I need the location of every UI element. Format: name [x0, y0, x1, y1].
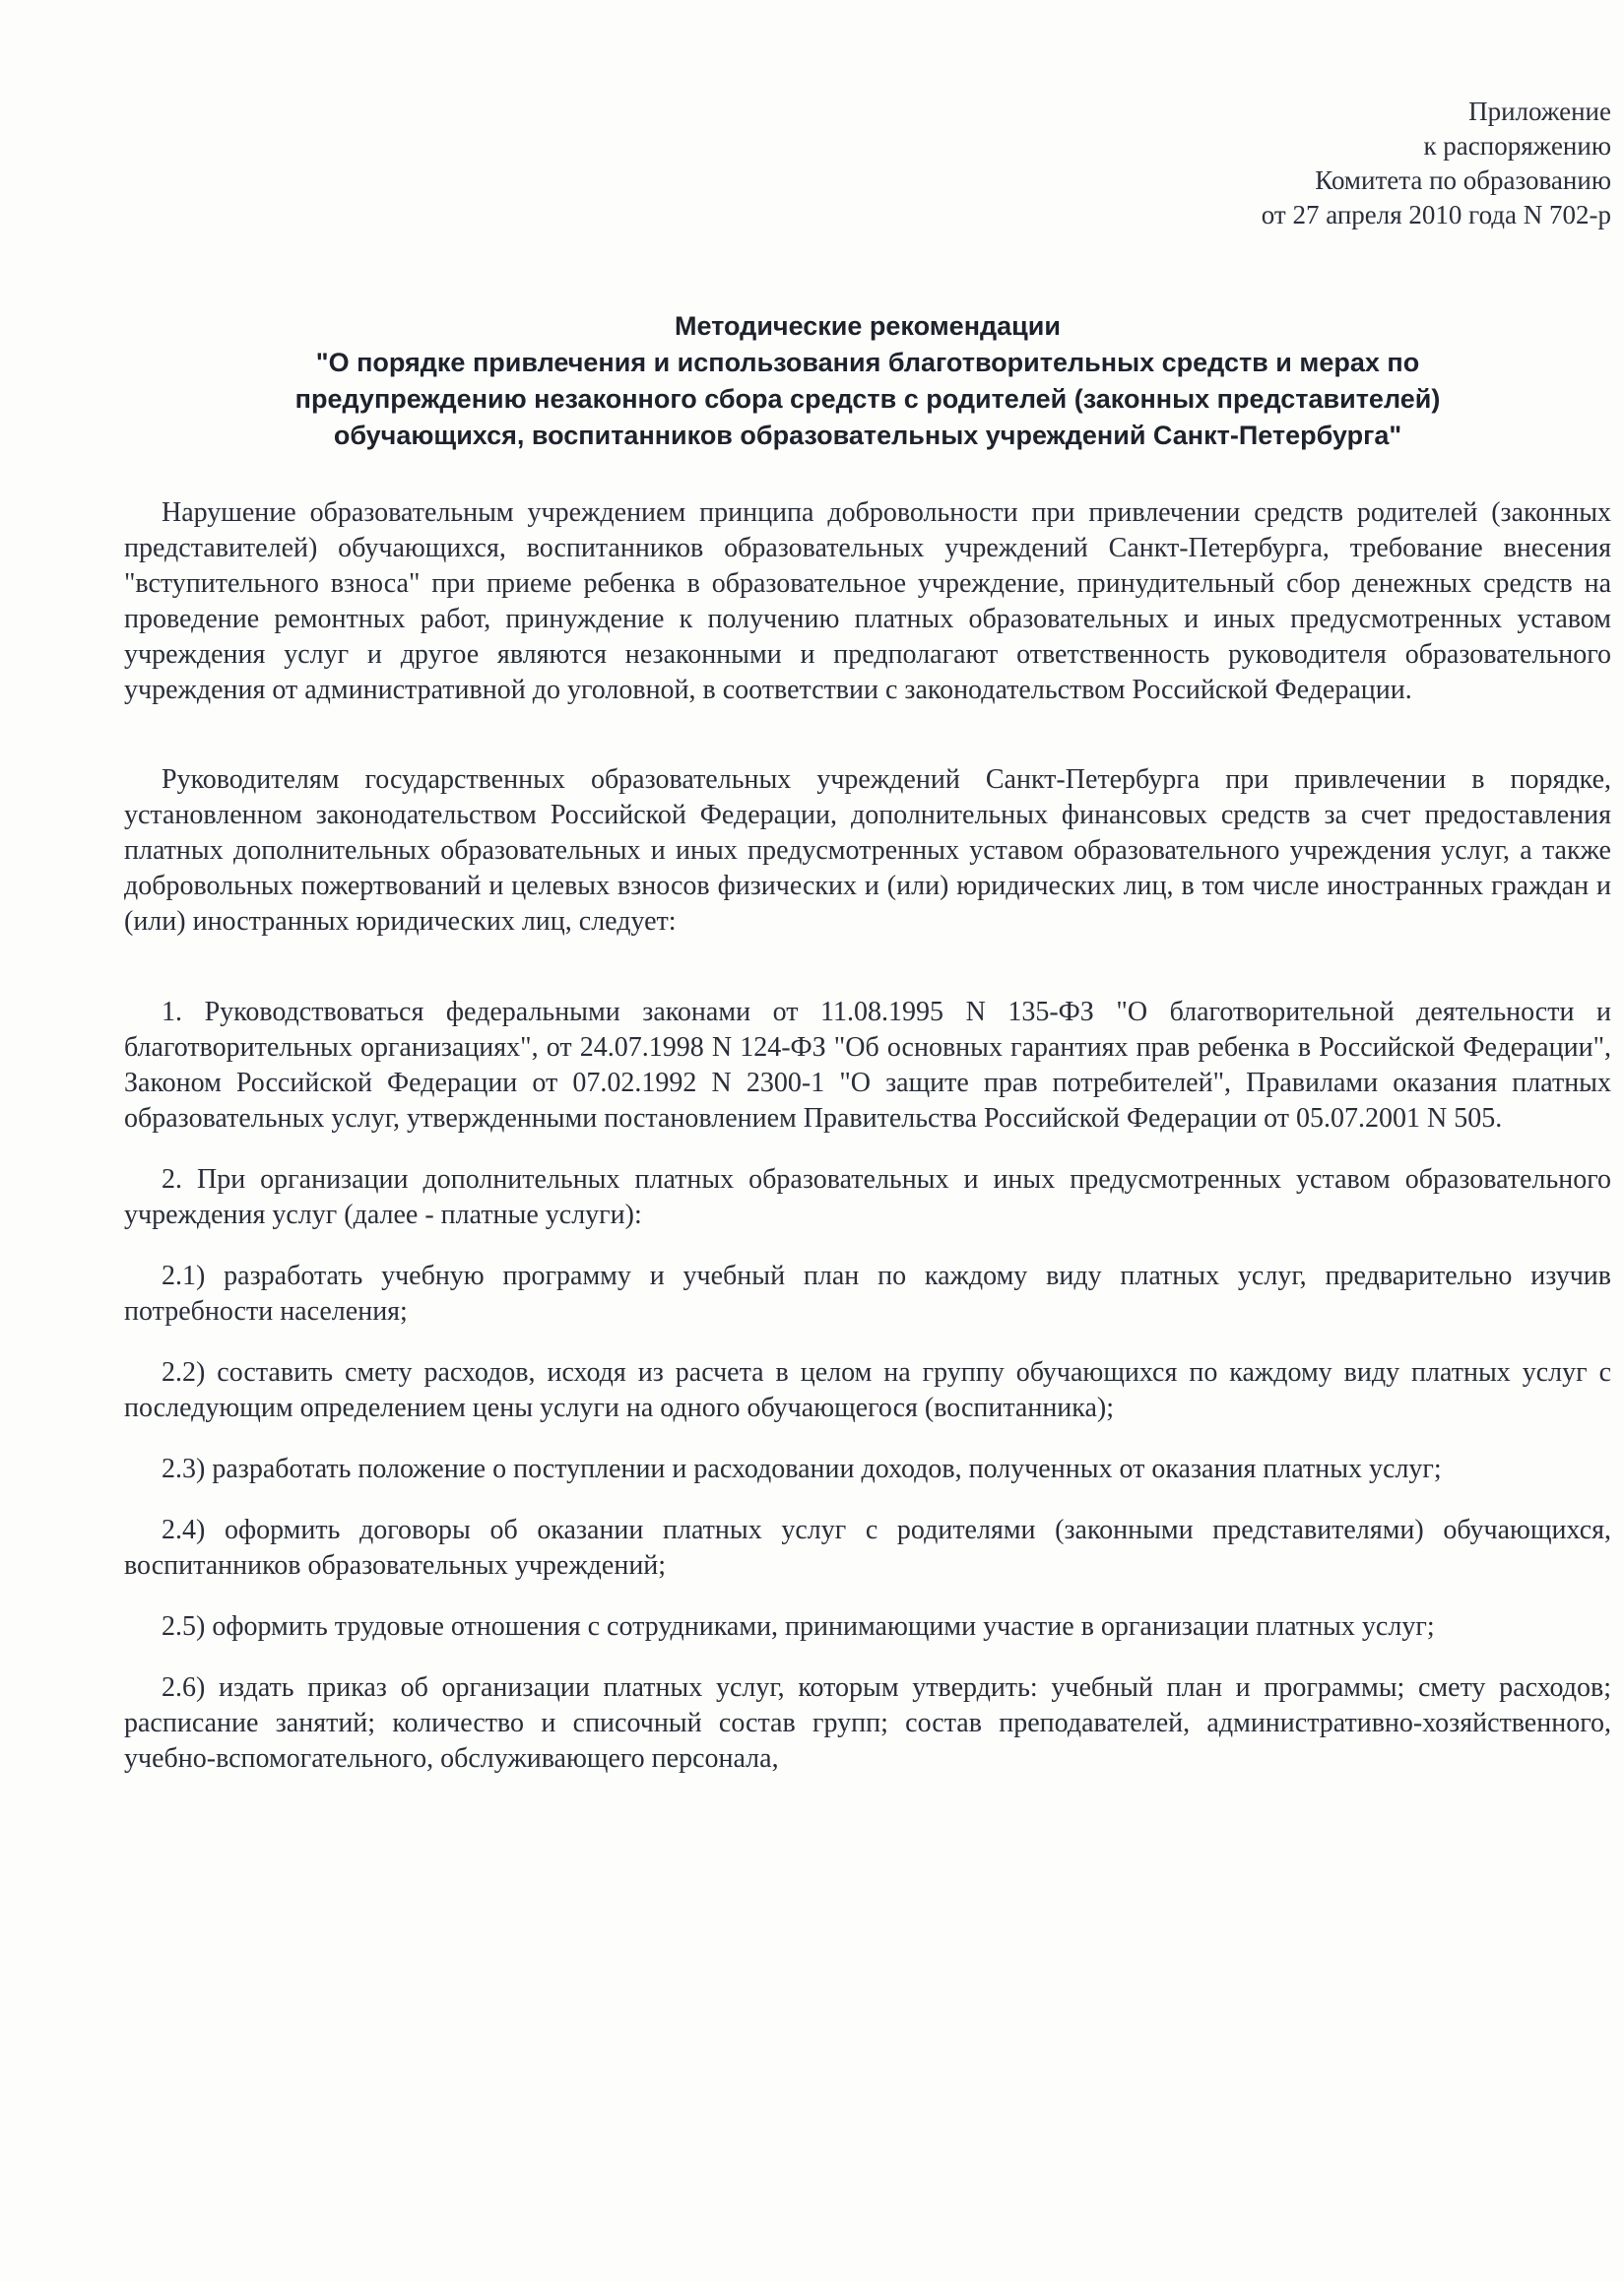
list-item-2-1: 2.1) разработать учебную программу и учебный план по каждому виду платных услуг, предварительно изучив потребности населения; — [124, 1261, 1611, 1327]
list-item-2: 2. При организации дополнительных платных образовательных и иных предусмотренных уставом образовательного учреждения услуг (далее - платные услуги): — [124, 1164, 1611, 1230]
title-line: обучающихся, воспитанников образовательных учреждений Санкт-Петербурга" — [333, 421, 1402, 450]
appendix-header-line: от 27 апреля 2010 года N 702-р — [1261, 200, 1611, 229]
list-item-2-2: 2.2) составить смету расходов, исходя из расчета в целом на группу обучающихся по каждому виду платных услуг с последующим определением цены услуги на одного обучающегося (воспитанника); — [124, 1357, 1611, 1423]
title-line: предупреждению незаконного сбора средств с родителей (законных представителей) — [294, 384, 1441, 414]
title-line: "О порядке привлечения и использования благотворительных средств и мерах по — [315, 348, 1420, 377]
paragraph-intro-violations: Нарушение образовательным учреждением принципа добровольности при привлечении средств родителей (законных представителей) обучающихся, воспитанников образовательных учреждений Санкт-Петербурга, требование внесения "вступительного взноса" при приеме ребенка в образовательное учреждение, принудительный сбор денежных средств на проведение ремонтных работ, принуждение к получению платных образовательных и иных предусмотренных уставом учреждения услуг и другое являются незаконными и предполагают ответственность руководителя образовательного учреждения от административной до уголовной, в соответствии с законодательством Российской Федерации. — [124, 497, 1611, 705]
list-item-2-4: 2.4) оформить договоры об оказании платных услуг с родителями (законными представителями) обучающихся, воспитанников образовательных учреждений; — [124, 1515, 1611, 1581]
paragraph-intro-directors: Руководителям государственных образовательных учреждений Санкт-Петербурга при привлечении в порядке, установленном законодательством Российской Федерации, дополнительных финансовых средств за счет предоставления платных дополнительных образовательных и иных предусмотренных уставом образовательного учреждения услуг, а также добровольных пожертвований и целевых взносов физических и (или) юридических лиц, в том числе иностранных граждан и (или) иностранных юридических лиц, следует: — [124, 764, 1611, 937]
appendix-header-line: Приложение — [1468, 97, 1611, 126]
document-body — [124, 495, 1611, 1777]
appendix-header — [124, 95, 1611, 232]
list-item-2-5: 2.5) оформить трудовые отношения с сотрудниками, принимающими участие в организации платных услуг; — [162, 1611, 1435, 1642]
document-title — [124, 308, 1611, 454]
appendix-header-line: к распоряжению — [1423, 131, 1611, 161]
list-item-2-3: 2.3) разработать положение о поступлении и расходовании доходов, полученных от оказания платных услуг; — [162, 1454, 1442, 1484]
list-item-1: 1. Руководствоваться федеральными законами от 11.08.1995 N 135-ФЗ "О благотворительной деятельности и благотворительных организациях", от 24.07.1998 N 124-ФЗ "Об основных гарантиях прав ребенка в Российской Федерации", Законом Российской Федерации от 07.02.1992 N 2300-1 "О защите прав потребителей", Правилами оказания платных образовательных услуг, утвержденными постановлением Правительства Российской Федерации от 05.07.2001 N 505. — [124, 997, 1611, 1134]
appendix-header-line: Комитета по образованию — [1315, 165, 1611, 195]
list-item-2-6: 2.6) издать приказ об организации платных услуг, которым утвердить: учебный план и программы; смету расходов; расписание занятий; количество и списочный состав групп; состав преподавателей, административно-хозяйственного, учебно-вспомогательного, обслуживающего персонала, — [124, 1672, 1611, 1774]
title-line: Методические рекомендации — [675, 311, 1061, 341]
